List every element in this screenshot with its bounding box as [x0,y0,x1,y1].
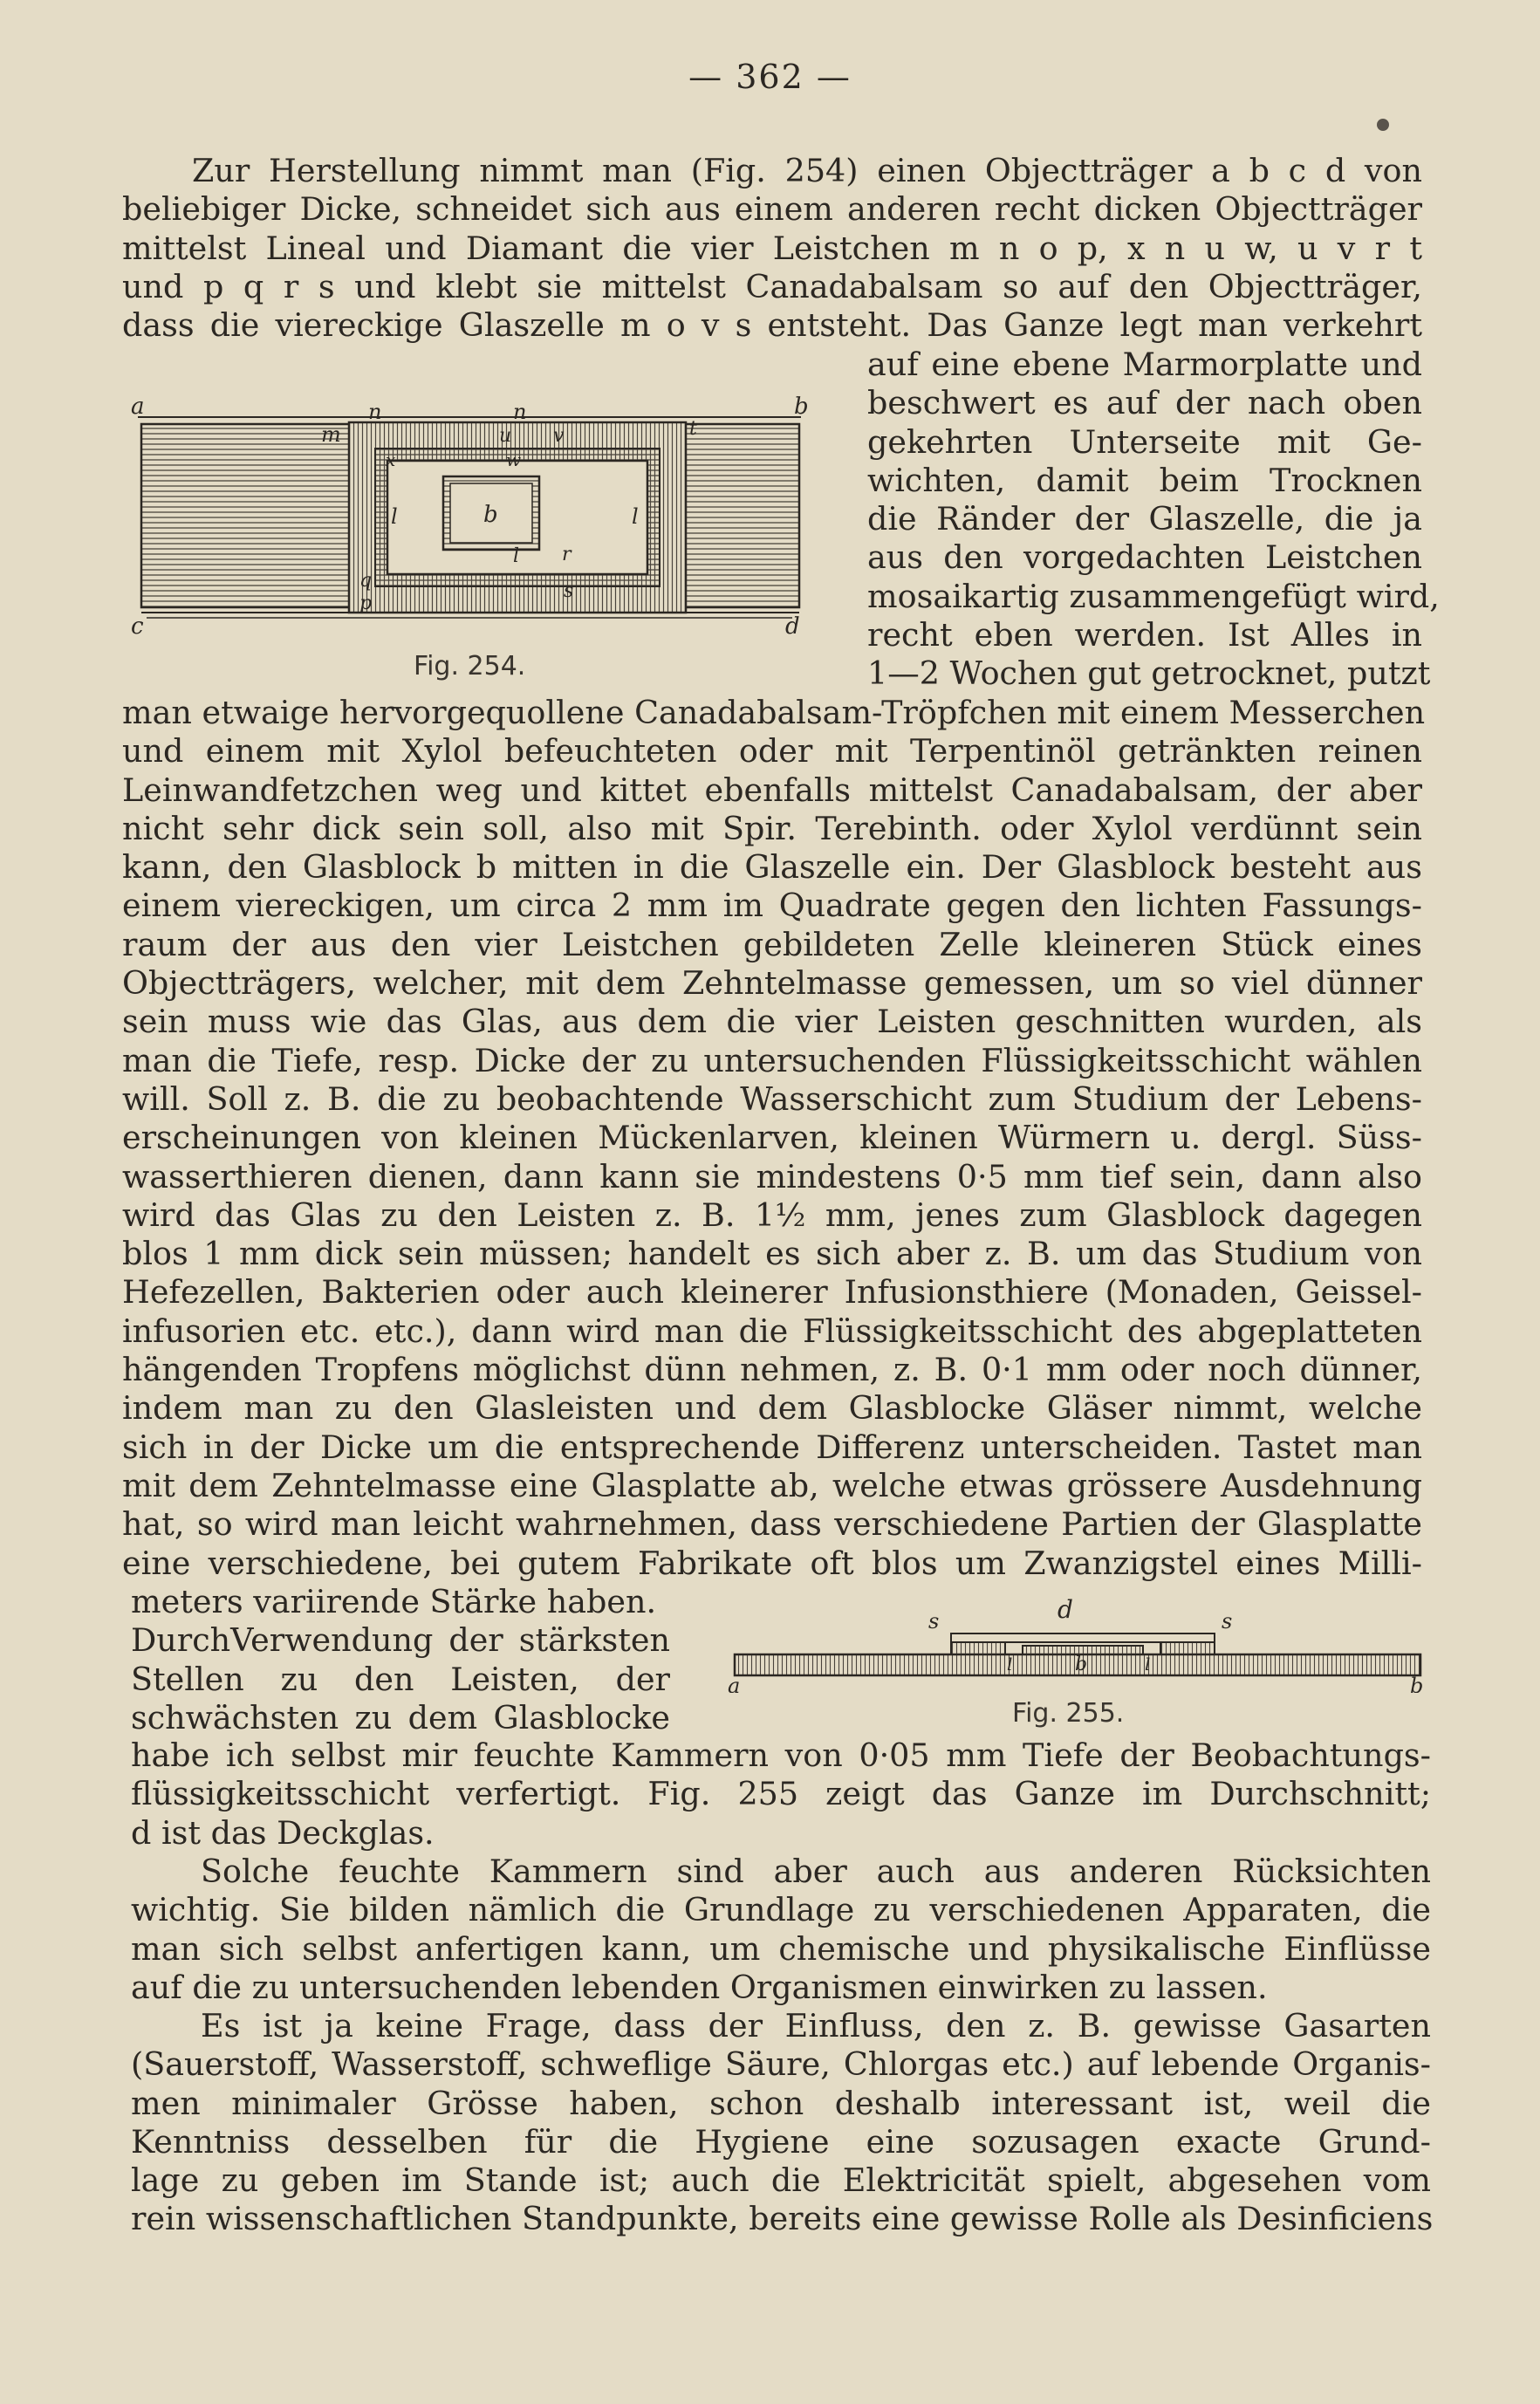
fig254-label-a: a [131,394,145,420]
text-line: dass die viereckige Glaszelle m o v s entsteht. Das Ganze legt man verkehrt [122,306,1422,345]
fig254-label-p: p [359,592,373,614]
fig255-label-s1: s [928,1609,940,1633]
text-line: sein muss wie das Glas, aus dem die vier Leisten geschnitten wurden, als [122,1003,1422,1041]
text-line: auf die zu untersuchenden lebenden Organismen einwirken zu lassen. [131,1968,1268,2006]
fig254-label-b-inner: b [483,502,498,528]
text-line: aus den vorgedachten Leistchen [867,538,1422,577]
fig254-label-n1: n [368,400,382,424]
fig254-label-t: t [689,418,697,440]
text-line: Leinwandfetzchen weg und kittet ebenfalls mittelst Canadabalsam, der aber [122,771,1422,809]
text-line: und einem mit Xylol befeuchteten oder mit Terpentinöl getränkten reinen [122,732,1422,771]
fig254-label-q: q [359,570,373,592]
paragraph-1 [122,152,1422,345]
paragraph-3 [131,1853,1431,2007]
text-line: hängenden Tropfens möglichst dünn nehmen, z. B. 0·1 mm oder noch dünner, [122,1351,1422,1389]
text-line: blos 1 mm dick sein müssen; handelt es sich aber z. B. um das Studium von [122,1235,1422,1273]
text-line: auf eine ebene Marmorplatte und [867,346,1422,383]
fig254-label-l3: l [513,545,520,567]
text-line: kann, den Glasblock b mitten in die Glaszelle ein. Der Glasblock besteht aus [122,848,1422,887]
text-line: mit dem Zehntelmasse eine Glasplatte ab, welche etwas grössere Ausdehnung [122,1466,1422,1504]
fig255-label-b-edge: b [1410,1674,1424,1693]
text-line: habe ich selbst mir feuchte Kammern von 0·05 mm Tiefe der Beobachtungs- [131,1736,1431,1774]
fig254-label-n2: n [513,400,527,424]
text-line: beschwert es auf der nach oben [867,384,1422,422]
text-line: mosaikartig zusammengefügt wird, [867,577,1440,615]
text-line: Es ist ja keine Frage, dass der Einfluss, den z. B. gewisse Gasarten [201,2007,1431,2044]
text-line: wichten, damit beim Trocknen [867,461,1422,499]
text-line: eine verschiedene, bei gutem Fabrikate oft blos um Zwanzigstel eines Milli- [122,1544,1422,1582]
text-line: meters variirende Stärke haben. [131,1583,657,1620]
fig254-label-w: w [506,449,522,470]
text-line: infusorien etc. etc.), dann wird man die Flüssigkeitsschicht des abgeplatteten [122,1312,1422,1350]
text-line: 1—2 Wochen gut getrocknet, putzt [867,654,1431,693]
text-line: mittelst Lineal und Diamant die vier Leistchen m n o p, x n u w, u v r t [122,229,1422,267]
text-line: Solche feuchte Kammern sind aber auch aus anderen Rücksichten [201,1853,1431,1890]
fig255-label-s2: s [1222,1609,1233,1633]
paragraph-2-continued [131,1736,1431,1853]
text-line: (Sauerstoff, Wasserstoff, schweflige Säure, Chlorgas etc.) auf lebende Organis- [131,2045,1431,2084]
figure-255-caption: Fig. 255. [1012,1698,1125,1729]
text-line: nicht sehr dick sein soll, also mit Spir. Terebinth. oder Xylol verdünnt sein [122,809,1422,847]
text-line: sich in der Dicke um die entsprechende Differenz unterscheiden. Tastet man [122,1428,1422,1466]
fig255-label-l2: l [1145,1654,1151,1675]
fig254-label-v: v [553,425,565,447]
text-line: wird das Glas zu den Leisten z. B. 1½ mm, jenes zum Glasblock dagegen [122,1195,1422,1234]
text-line: d ist das Deckglas. [131,1813,435,1852]
text-line: und p q r s und klebt sie mittelst Canadabalsam so auf den Objectträger, [122,267,1422,305]
text-line: wichtig. Sie bilden nämlich die Grundlage zu verschiedenen Apparaten, die [131,1891,1431,1929]
figure-254-caption: Fig. 254. [414,651,526,681]
text-line: Objectträgers, welcher, mit dem Zehntelmasse gemessen, um so viel dünner [122,964,1422,1003]
fig254-label-x: x [386,449,396,470]
fig254-label-s: s [564,580,574,602]
text-line: die Ränder der Glaszelle, die ja [867,500,1422,538]
text-line: flüssigkeitsschicht verfertigt. Fig. 255 zeigt das Ganze im Durchschnitt; [131,1775,1431,1813]
text-line: rein wissenschaftlichen Standpunkte, bereits eine gewisse Rolle als Desinficiens [131,2200,1434,2238]
fig255-label-d: d [1057,1597,1073,1624]
fig254-label-b: b [794,394,809,420]
text-line: Zur Herstellung nimmt man (Fig. 254) einen Objectträger a b c d von [192,152,1422,189]
text-line: schwächsten zu dem Glasblocke [131,1698,670,1736]
figure-254 [129,389,811,642]
text-line: men minimaler Grösse haben, schon deshalb interessant ist, weil die [131,2084,1431,2122]
paragraph-1-continued [122,694,1426,1583]
text-line: einem viereckigen, um circa 2 mm im Quadrate gegen den lichten Fassungs- [122,887,1422,925]
text-line: indem man zu den Glasleisten und dem Glasblocke Gläser nimmt, welche [122,1389,1422,1428]
text-line: hat, so wird man leicht wahrnehmen, dass verschiedene Partien der Glasplatte [122,1505,1422,1544]
text-line: man die Tiefe, resp. Dicke der zu untersuchenden Flüssigkeitsschicht wählen [122,1041,1422,1079]
fig254-label-l1: l [391,504,398,529]
page-number: — 362 — [688,58,852,96]
text-line: wasserthieren dienen, dann kann sie mindestens 0·5 mm tief sein, dann also [122,1157,1422,1195]
paragraph-4 [131,2007,1434,2239]
text-line: Stellen zu den Leisten, der [131,1660,670,1698]
fig254-label-l2: l [632,504,639,529]
text-line: gekehrten Unterseite mit Ge- [867,422,1422,461]
paragraph-1-side [867,346,1440,694]
fig254-label-u: u [499,425,512,447]
fig255-label-b: b [1075,1654,1088,1675]
text-line: Hefezellen, Bakterien oder auch kleinerer Infusionsthiere (Monaden, Geissel- [122,1273,1422,1312]
figure-255 [728,1597,1433,1693]
text-line: man etwaige hervorgequollene Canadabalsam-Tröpfchen mit einem Messerchen [122,694,1426,731]
paragraph-2-side [131,1583,670,1737]
text-line: raum der aus den vier Leistchen gebildeten Zelle kleineren Stück eines [122,925,1422,963]
fig255-label-a: a [728,1674,741,1693]
fig254-label-r: r [562,544,572,565]
text-line: will. Soll z. B. die zu beobachtende Wasserschicht zum Studium der Lebens- [122,1079,1422,1118]
fig254-label-d: d [785,613,800,640]
text-line: Kenntniss desselben für die Hygiene eine sozusagen exacte Grund- [131,2122,1431,2161]
text-line: erscheinungen von kleinen Mückenlarven, kleinen Würmern u. dergl. Süss- [122,1119,1422,1157]
text-line: recht eben werden. Ist Alles in [867,616,1422,654]
text-line: DurchVerwendung der stärksten [131,1621,670,1660]
text-line: beliebiger Dicke, schneidet sich aus einem anderen recht dicken Objectträger [122,190,1422,229]
text-line: lage zu geben im Stande ist; auch die Elektricität spielt, abgesehen vom [131,2161,1431,2200]
fig255-label-l1: l [1007,1654,1013,1675]
fig254-label-m: m [321,422,341,447]
text-line: man sich selbst anfertigen kann, um chemische und physikalische Einflüsse [131,1929,1431,1968]
ink-spot [1377,119,1389,131]
fig254-label-c: c [131,613,144,640]
